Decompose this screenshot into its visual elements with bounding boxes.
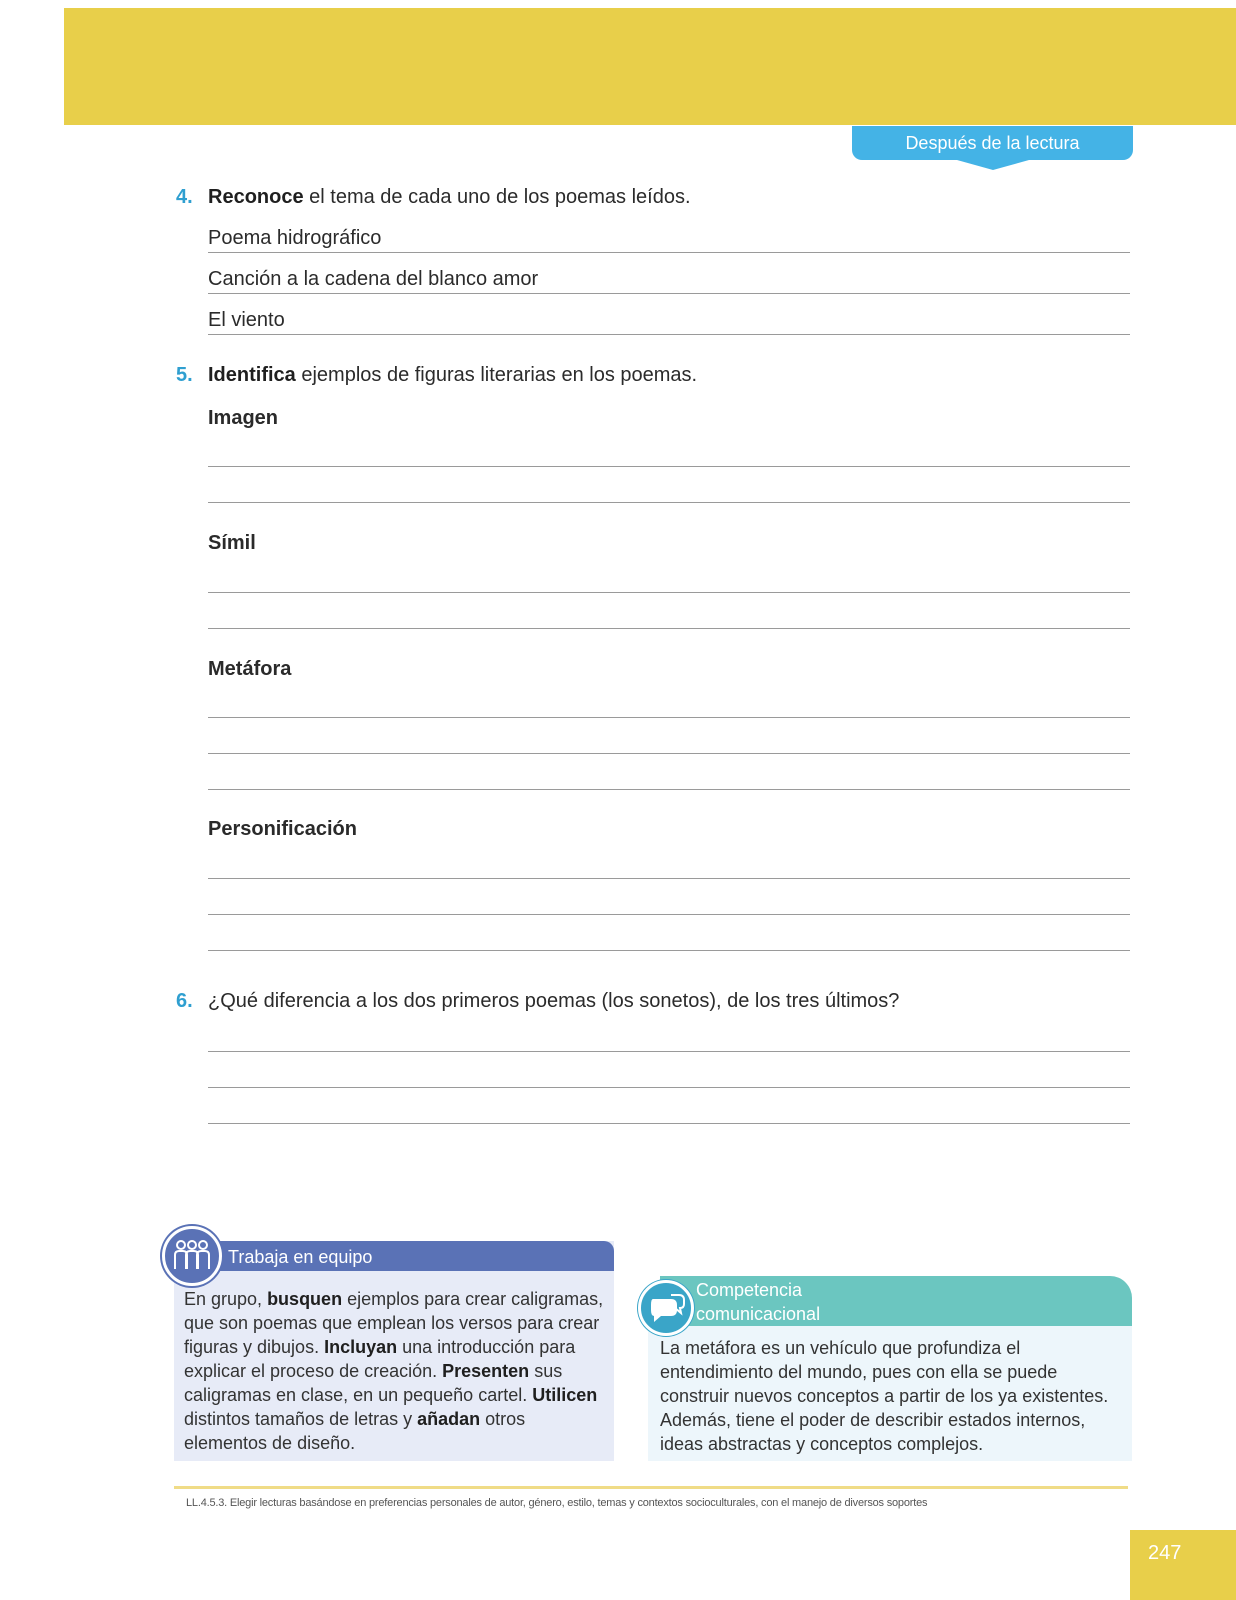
header-band <box>64 8 1236 125</box>
answer-line[interactable] <box>208 293 1130 294</box>
question-text: Identifica ejemplos de figuras literarias en los poemas. <box>208 364 698 386</box>
answer-line[interactable] <box>208 753 1130 754</box>
team-people-icon <box>162 1226 222 1286</box>
page-number: 247 <box>1148 1542 1182 1564</box>
answer-line[interactable] <box>208 252 1130 253</box>
subsection-simil: Símil <box>208 532 256 554</box>
question-text: Reconoce el tema de cada uno de los poemas leídos. <box>208 186 691 208</box>
subsection-imagen: Imagen <box>208 407 279 429</box>
page-number-box <box>1130 1530 1236 1600</box>
curriculum-note: LL.4.5.3. Elegir lecturas basándose en preferencias personales de autor, género, estilo, temas y contextos socioculturales, con el manejo de diversos soportes <box>186 1497 928 1509</box>
answer-line[interactable] <box>208 789 1130 790</box>
competence-text: La metáfora es un vehículo que profundiza el entendimiento del mundo, pues con ella se puede construir nuevos conceptos a partir de los ya existentes. Además, tiene el poder de describir estados internos, ideas abstractas y conceptos complejos. <box>660 1338 1109 1454</box>
subsection-personificacion: Personificación <box>208 818 357 840</box>
answer-line[interactable] <box>208 878 1130 879</box>
answer-line[interactable] <box>208 950 1130 951</box>
subsection-metafora: Metáfora <box>208 658 292 680</box>
answer-line[interactable] <box>208 502 1130 503</box>
competence-title: Competencia comunicacional <box>696 1280 821 1324</box>
section-tab: Después de la lectura <box>852 126 1133 160</box>
answer-row-label: Poema hidrográfico <box>208 227 387 250</box>
question-number: 5. <box>176 364 193 386</box>
answer-line[interactable] <box>208 466 1130 467</box>
competence-header <box>660 1276 1132 1326</box>
answer-row-label: Canción a la cadena del blanco amor <box>208 268 544 291</box>
answer-line[interactable] <box>208 592 1130 593</box>
answer-line[interactable] <box>208 628 1130 629</box>
team-work-header <box>184 1241 614 1271</box>
question-number: 6. <box>176 990 193 1012</box>
footer-divider <box>174 1486 1128 1489</box>
answer-line[interactable] <box>208 1123 1130 1124</box>
question-number: 4. <box>176 186 193 208</box>
answer-row-cancion[interactable] <box>208 268 1130 296</box>
speech-bubbles-icon <box>638 1280 694 1336</box>
team-work-text: En grupo, busquen ejemplos para crear caligramas, que son poemas que emplean los versos para crear figuras y dibujos. Incluyan una introducción para explicar el proceso de creación. Presenten sus caligramas en clase, en un pequeño cartel. Utilicen distintos tamaños de letras y añadan otros elementos de diseño. <box>184 1289 604 1453</box>
answer-line[interactable] <box>208 1051 1130 1052</box>
answer-row-label: El viento <box>208 309 291 332</box>
answer-line[interactable] <box>208 1087 1130 1088</box>
team-work-title: Trabaja en equipo <box>228 1247 373 1267</box>
answer-line[interactable] <box>208 717 1130 718</box>
answer-row-poema-hidrografico[interactable] <box>208 227 1130 255</box>
question-text: ¿Qué diferencia a los dos primeros poemas (los sonetos), de los tres últimos? <box>208 990 900 1012</box>
answer-line[interactable] <box>208 334 1130 335</box>
answer-row-el-viento[interactable] <box>208 309 1130 337</box>
answer-line[interactable] <box>208 914 1130 915</box>
